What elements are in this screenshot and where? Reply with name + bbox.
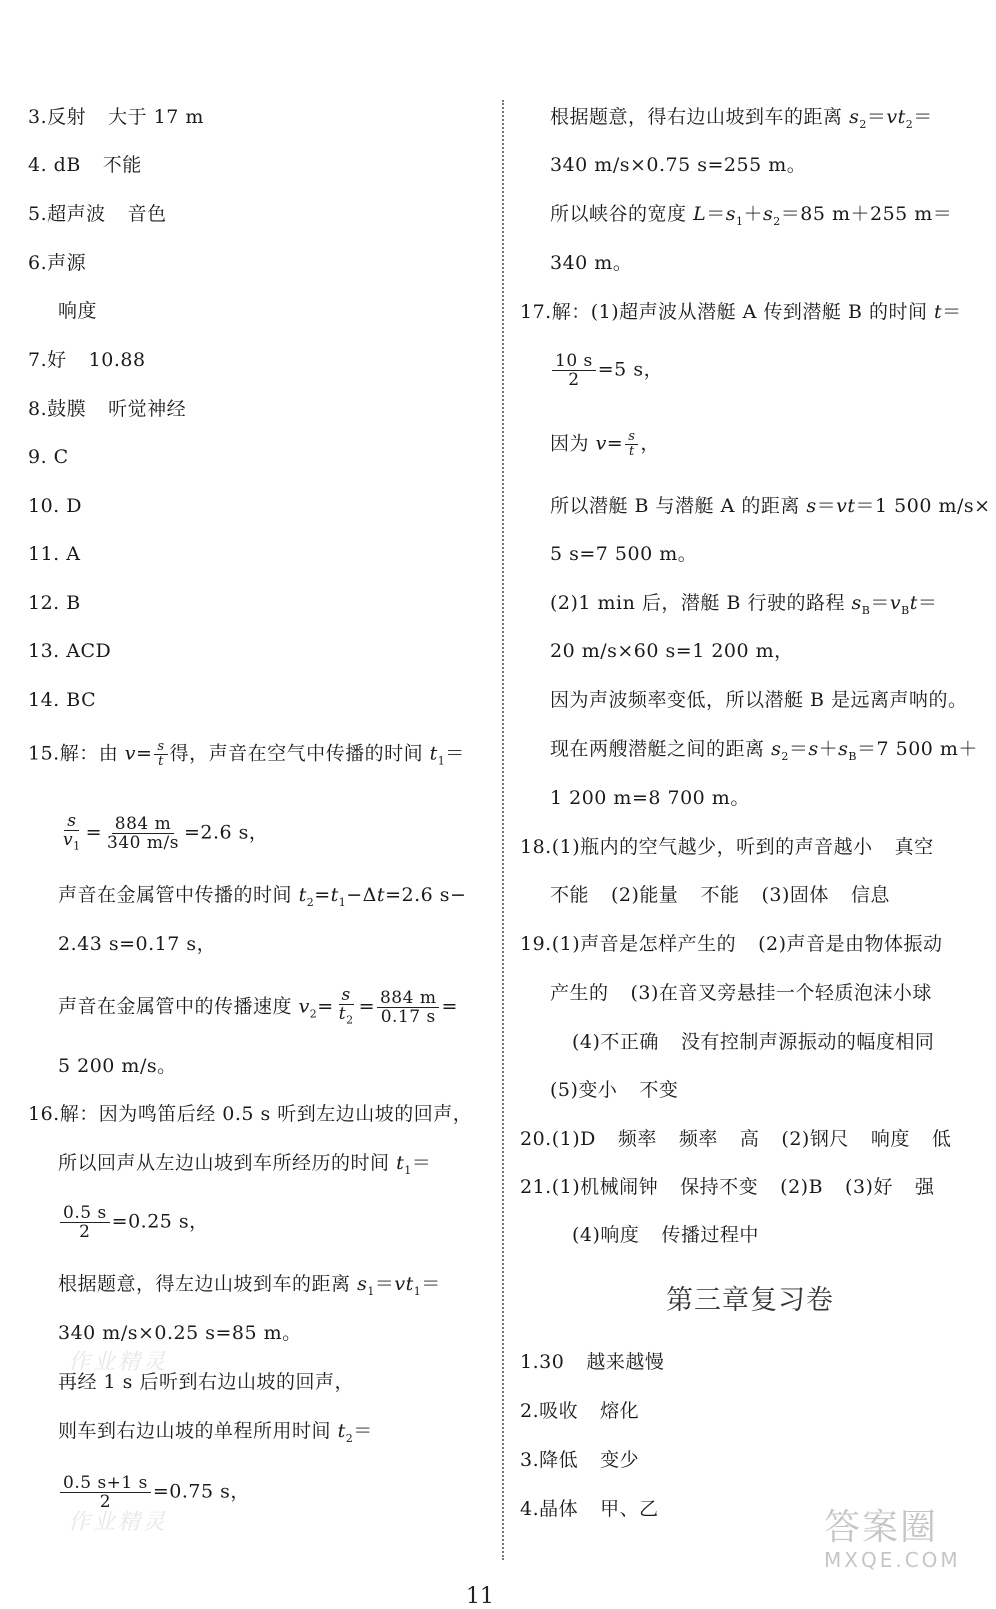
q16-line-7: 则车到右边山坡的单程所用时间 $t_2=$ (58, 1420, 373, 1445)
q15-line-6: 5 200 m/s。 (58, 1055, 177, 1077)
answer-9: 9. C (28, 446, 69, 468)
q17-line-4: 所以潜艇 B 与潜艇 A 的距离 s＝vt＝1 500 m/s× (550, 495, 991, 517)
answer-7: 7.好 10.88 (28, 349, 146, 371)
answer-3: 3.反射 大于 17 m (28, 106, 204, 128)
q16-line-3: $\frac{0.5 s}{2}$ =0.25 s， (28, 1204, 209, 1241)
q15-line-3: 声音在金属管中传播的时间 $t_2=t_1-\Delta t=2.6$ s− (58, 884, 467, 909)
q16-line-8: $\frac{0.5 s+1 s}{2}$ =0.75 s， (28, 1474, 250, 1511)
answer-4: 4. dB 不能 (28, 154, 142, 176)
page-number: 11 (466, 1584, 494, 1609)
watermark-stamp: 作业精灵 (68, 1350, 169, 1375)
answer-10: 10. D (28, 495, 82, 517)
q19-line-2: 产生的 (3)在音叉旁悬挂一个轻质泡沫小球 (550, 982, 932, 1004)
ch3-answer-1: 1.30 越来越慢 (520, 1351, 665, 1373)
q17-line-8: 因为声波频率变低，所以潜艇 B 是远离声呐的。 (550, 689, 968, 711)
ch3-answer-3: 3.降低 变少 (520, 1449, 640, 1471)
column-divider (502, 100, 504, 1560)
q17-line-7: 20 m/s×60 s=1 200 m， (550, 640, 794, 662)
q15-line-4: 2.43 s=0.17 s， (58, 933, 217, 955)
q18-line-1: 18.(1)瓶内的空气越少，听到的声音越小 真空 (520, 836, 934, 858)
q17-line-1: 17.解：(1)超声波从潜艇 A 传到潜艇 B 的时间 t＝ (520, 301, 962, 323)
q16-line-6: 再经 1 s 后听到右边山坡的回声， (58, 1371, 354, 1393)
answer-12: 12. B (28, 592, 81, 614)
answer-13: 13. ACD (28, 640, 112, 662)
watermark-logo-url: MXQE.COM (824, 1548, 961, 1572)
q15-line-5: 声音在金属管中的传播速度 $v_2=$ $\frac{s}{t_2}$ = $\frac{884 m}{0.17 s}$ = (58, 985, 458, 1028)
q17-line-10: 1 200 m=8 700 m。 (550, 787, 750, 809)
ch3-answer-4: 4.晶体 甲、乙 (520, 1498, 659, 1520)
chapter-heading: 第三章复习卷 (666, 1285, 834, 1316)
answer-6-cont: 响度 (58, 300, 98, 322)
q16-right-line-2: 340 m/s×0.75 s=255 m。 (550, 154, 807, 176)
answer-8: 8.鼓膜 听觉神经 (28, 398, 187, 420)
q19-line-1: 19.(1)声音是怎样产生的 (2)声音是由物体振动 (520, 933, 943, 955)
q15-line-2: $\frac{s}{v_1}$ = $\frac{884 m}{340 m/s}$ =2.6 s， (63, 811, 269, 854)
q18-line-2: 不能 (2)能量 不能 (3)固体 信息 (550, 884, 890, 906)
watermark-stamp: 作业精灵 (68, 1510, 169, 1535)
q19-line-3: (4)不正确 没有控制声源振动的幅度相同 (572, 1031, 935, 1053)
q16-line-5: 340 m/s×0.25 s=85 m。 (58, 1322, 302, 1344)
answer-11: 11. A (28, 543, 81, 565)
answer-5: 5.超声波 音色 (28, 203, 167, 225)
watermark-logo (824, 1508, 974, 1578)
q21-line-1: 21.(1)机械闹钟 保持不变 (2)B (3)好 强 (520, 1176, 935, 1198)
q17-line-3: 因为 v= $\frac{s}{t}$ ， (550, 429, 660, 459)
q16-line-4: 根据题意，得左边山坡到车的距离 $s_1=vt_1=$ (58, 1273, 441, 1298)
q17-line-5: 5 s=7 500 m。 (550, 543, 698, 565)
ch3-answer-2: 2.吸收 熔化 (520, 1400, 640, 1422)
watermark-logo-text: 答案圈 (824, 1507, 939, 1548)
q20-line: 20.(1)D 频率 频率 高 (2)钢尺 响度 低 (520, 1128, 952, 1150)
q19-line-4: (5)变小 不变 (550, 1079, 679, 1101)
q16-line-2: 所以回声从左边山坡到车所经历的时间 $t_1=$ (58, 1152, 432, 1177)
answer-14: 14. BC (28, 689, 97, 711)
q17-line-6: (2)1 min 后，潜艇 B 行驶的路程 $s_B=v_Bt=$ (550, 592, 938, 617)
q16-line-1: 16.解：因为鸣笛后经 0.5 s 听到左边山坡的回声， (28, 1103, 473, 1125)
q16-right-line-3: 所以峡谷的宽度 $L=s_1+s_2=85$ m＋255 m＝ (550, 203, 953, 228)
answer-6: 6.声源 (28, 252, 87, 274)
q15-line-1: 15.解：由 v= $\frac{s}{t}$ 得，声音在空气中传播的时间 $t_1=$ (28, 739, 465, 769)
q16-right-line-1: 根据题意，得右边山坡到车的距离 $s_2=vt_2=$ (550, 106, 933, 131)
q16-right-line-4: 340 m。 (550, 252, 633, 274)
q17-line-9: 现在两艘潜艇之间的距离 $s_2=s+s_B=7$ 500 m＋ (550, 738, 978, 763)
q17-line-2: $\frac{10 s}{2}$ =5 s， (520, 352, 663, 389)
q21-line-2: (4)响度 传播过程中 (572, 1224, 759, 1246)
